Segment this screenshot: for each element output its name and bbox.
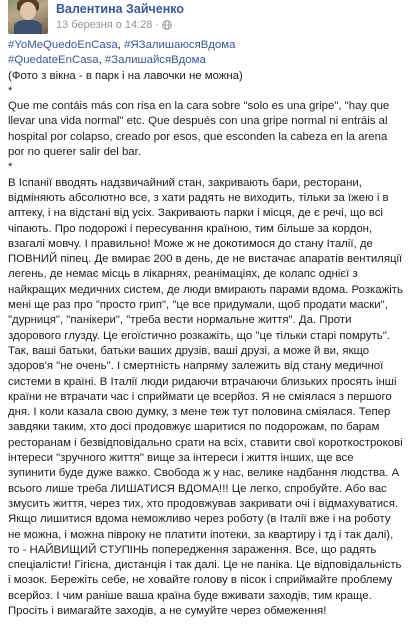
author-avatar[interactable]	[8, 0, 48, 34]
hashtag-link[interactable]: #ЯЗалишаюсяВдома	[124, 39, 236, 51]
post-timestamp-link[interactable]: 13 березня о 14:28 ·	[56, 19, 160, 31]
post-subline	[56, 18, 184, 32]
post-header	[8, 0, 404, 38]
post-meta	[56, 2, 184, 32]
separator-star: *	[8, 161, 13, 174]
author-name-link[interactable]: Валентина Зайченко	[56, 2, 184, 16]
photo-note: (Фото з вікна - в парк і на лавочки не можна)	[8, 69, 243, 82]
ukrainian-paragraph: В Іспанії вводять надзвичайний стан, закривають бари, ресторани, відміняють абсолютно все, з хати радять не виходить, тільки за їжею і в аптеку, і на відстані від усіх. Закривають парки і місця, де є речі, що всі чіпають. Про подорожі і пересування країною, тим більше за кордон, взагалі мовчу. І правильно! Може ж не докотимося до стану Італії, де ПОВНИЙ піпец. Де вмирає 200 в день, де не вистачає апаратів вентиляції легень, де немає місць в лікарнях, реанімаціях, де колапс однієї з найкращих медичних систем, де люди вмирають парами вдома. Розкажіть мені ще раз про "просто грип", "це все придумали, щоб продати маски", "дурниця", "панікери", "треба вести нормальне життя". Да. Проти здорового глузду. Це егоїстично розкажіть, що "це тільки старі помруть". Так, ваші батьки, батьки ваших друзів, ваші друзі, а може й ви, якщо здоров'я "не очень". І смертність напряму залежить від стану медичної системи в країні. В Італії люди ридаючи втрачаючи близьких просять інші країни не втрачати час і сприймати це всерйоз. Я не сміялася з першого дня. І коли казала свою думку, з мене теж тут половина сміялася. Тепер завдяки таким, хто досі продовжує шаритися по подорожам, по барам ресторанам і безвідповідально срати на всіх, ставити свої короткострокові інтереси "зручного життя" вище за інтереси і життя інших, ще все зупинити буде дуже важко. Свобода ж у нас, велике надбання людства. А всього лише треба ЛИШАТИСЯ ВДОМА!!! Це легко, спробуйте. Або вас змусить життя, через тих, хто продовжував закривати очі і відмахуватися. Якщо лишитися вдома неможливо через роботу (в Італії вже і на роботу не можна, і можна півроку не платити іпотеки, за квартиру і тд і так далі), то - НАЙВИЩИЙ СТУПІНЬ попередження зараження. Все, що радять спеціалісти! Гігієна, дистанція і так далі. Це не паніка. Це відповідальність і мозок. Бережіть себе, не ховайте голову в пісок і сприймайте проблему всерйоз. І чим раніше ваша країна буде вживати заходів, тим краще. Просіть і вимагайте заходів, а не сумуйте через обмеження!	[8, 176, 403, 617]
separator-star: *	[8, 84, 13, 97]
hashtag-link[interactable]: #YoMeQuedoEnCasa	[8, 39, 118, 51]
globe-icon[interactable]	[162, 20, 172, 30]
hashtag-link[interactable]: #QuedateEnCasa	[8, 54, 99, 67]
hashtag-line: #QuedateEnCasa, #ЗалишайсяВдома	[8, 54, 206, 67]
hashtag-link[interactable]: #ЗалишайсяВдома	[104, 54, 206, 67]
spanish-paragraph: Que me contáis más con risa en la cara sobre "solo es una gripe", "hay que llevar una vida normal" etc. Que después con una gripe normal ni entráis al hospital por colapso, creado por esos, que esconden la cabeza en la arena por no querer salir del bar.	[8, 100, 390, 159]
post-body	[8, 38, 404, 619]
hashtag-line: #YoMeQuedoEnCasa, #ЯЗалишаюсяВдома	[8, 39, 236, 51]
